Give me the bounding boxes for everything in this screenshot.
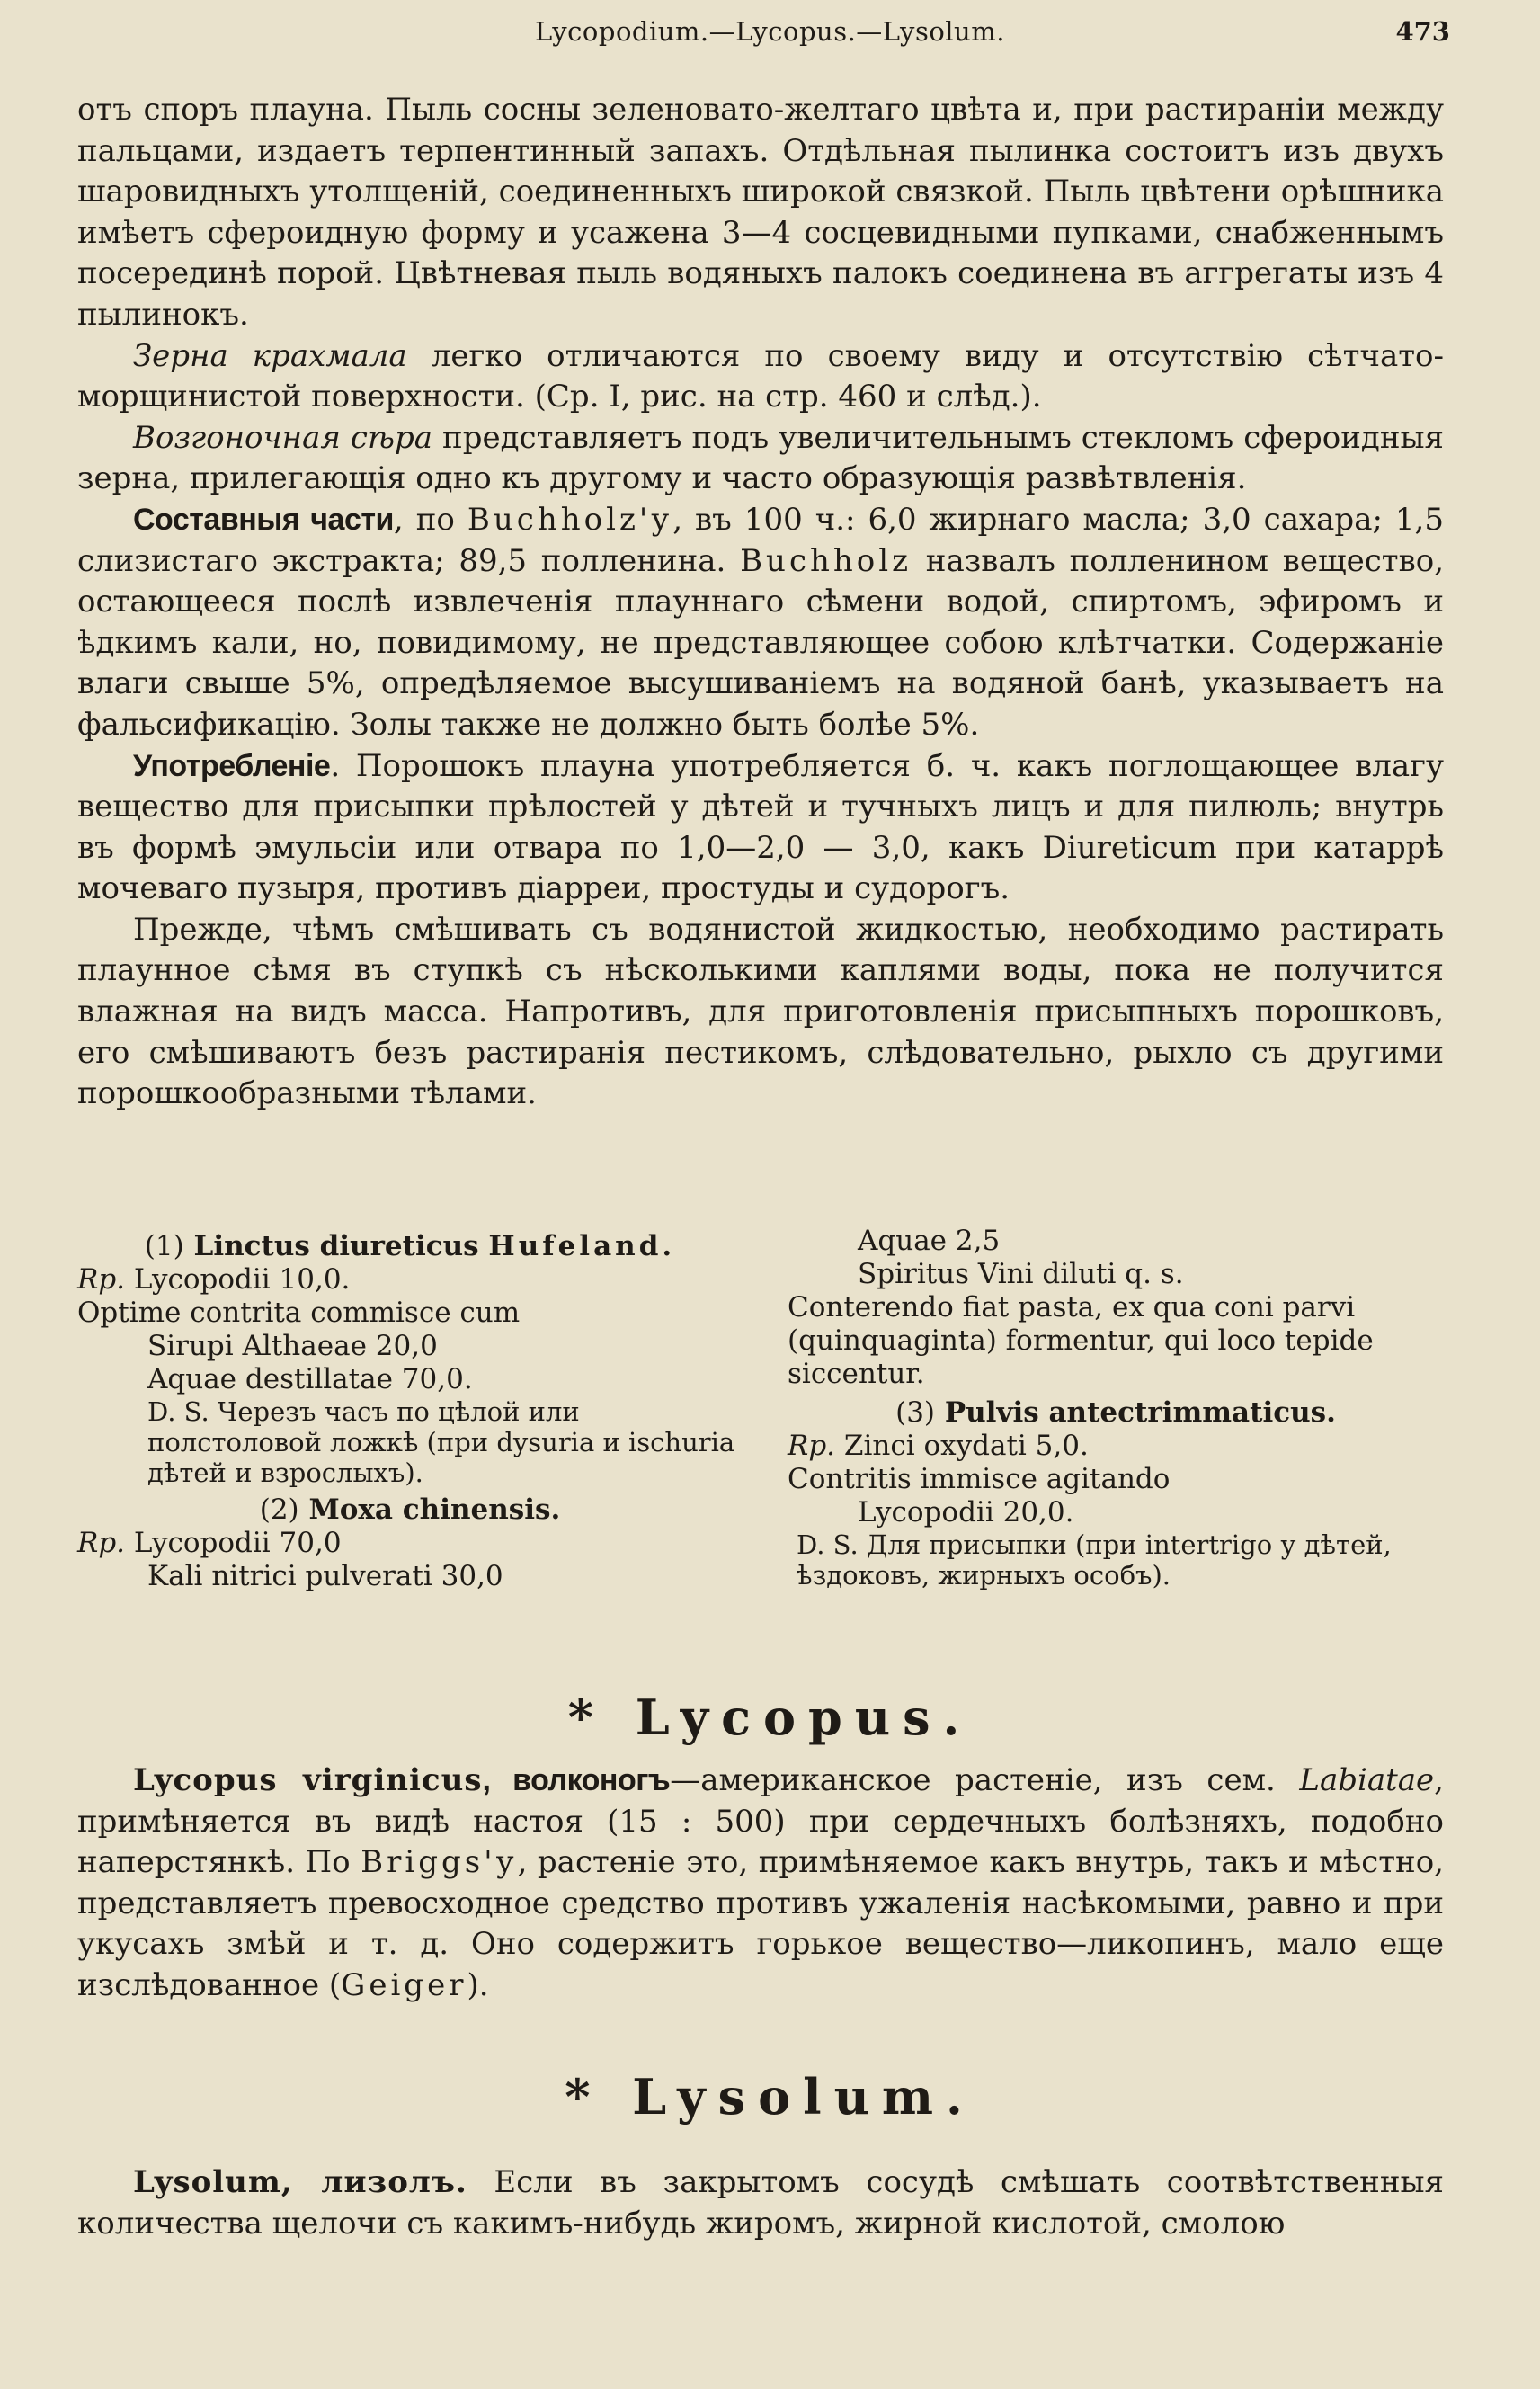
lysolum-text: Если въ закрытомъ сосудѣ смѣшать соотвѣтственныя количества щелочи съ какимъ-нибудь жиромъ, жирной кислотой, смолою	[77, 2164, 1445, 2242]
recipe-2-name: Moxa chinensis.	[308, 1493, 561, 1526]
label-components: Составныя части	[133, 502, 394, 537]
recipe-1-ingredient-1: Lycopodii 10,0.	[133, 1263, 351, 1296]
section-heading-lysolum: * Lysolum.	[565, 2068, 975, 2126]
paragraph-pollen: отъ споръ плауна. Пыль сосны зеленовато-желтаго цвѣта и, при растираніи между пальцами, издаетъ терпентинный запахъ. Отдѣльная пылинка состоитъ изъ двухъ шаровидныхъ утолщеній, соединенныхъ широкой связкой. Пыль цвѣтени орѣшника имѣетъ сфероидную форму и усажена 3—4 сосцевидными пупками, снабженнымъ посерединѣ порой. Цвѣтневая пыль водяныхъ палокъ соединена въ аггрегаты изъ 4 пылинокъ.	[77, 92, 1444, 333]
term-starch: Зерна крахмала	[133, 337, 407, 374]
recipe-1-number: (1)	[144, 1230, 184, 1262]
recipes-right-column	[788, 1225, 1444, 1591]
paragraph-components	[77, 500, 1444, 746]
components-text-1: , по	[393, 501, 467, 538]
author-geiger: Geiger	[341, 1966, 467, 2003]
recipe-2-instruction: Conterendo fiat pasta, ex qua coni parvi (quinquaginta) formentur, qui loco tepide siccentur.	[788, 1291, 1374, 1390]
paragraph-starch-text: легко отличаются по своему виду и отсутствію сѣтчато-морщинистой поверхности. (Ср. I, рис. на стр. 460 и слѣд.).	[77, 337, 1445, 415]
running-head	[0, 9, 1540, 54]
recipe-1-line-3: Sirupi Althaeae 20,0	[147, 1330, 438, 1362]
recipe-1-line-4: Aquae destillatae 70,0.	[147, 1363, 473, 1395]
paragraph-preparation: Прежде, чѣмъ смѣшивать съ водянистой жидкостью, необходимо растирать плаунное сѣмя въ ступкѣ съ нѣсколькими каплями воды, пока не получится влажная на видъ масса. Напротивъ, для приготовленія присыпныхъ порошковъ, его смѣшиваютъ безъ растиранія пестикомъ, слѣдовательно, рыхло съ другими порошкообразными тѣлами.	[77, 911, 1444, 1112]
recipes-left-column	[77, 1225, 743, 1593]
section-heading-lycopus: * Lycopus.	[567, 1689, 973, 1746]
recipe-1-title	[77, 1230, 743, 1263]
recipes-block	[77, 1225, 1444, 1640]
author-briggs: Briggs'у	[361, 1844, 518, 1881]
recipe-3-line-3: Lycopodii 20,0.	[858, 1496, 1074, 1529]
paragraph-lysolum	[77, 2162, 1444, 2244]
recipe-1-line-2: Optime contrita commisce cum	[77, 1297, 521, 1329]
lycopus-text-1: —американское растеніе, изъ сем.	[670, 1762, 1300, 1798]
lycopodium-continuation	[77, 90, 1444, 1115]
section-lycopus	[77, 1761, 1444, 2007]
recipe-3-name: Pulvis antectrimmaticus.	[944, 1396, 1336, 1429]
paragraph-sulfur	[77, 418, 1444, 500]
recipe-1-name: Linctus diureticus	[193, 1230, 479, 1262]
recipe-3-number: (3)	[895, 1396, 936, 1429]
recipe-3-signature: D. S. Для присыпки (при intertrigo у дѣтей, ѣздоковъ, жирныхъ особъ).	[797, 1529, 1392, 1591]
term-sulfur: Возгоночная сѣра	[133, 419, 432, 456]
recipe-2-line-1	[77, 1527, 743, 1560]
running-title: Lycopodium.—Lycopus.—Lysolum.	[535, 16, 1005, 47]
recipe-3-line-2: Contritis immisce agitando	[788, 1463, 1171, 1495]
paragraph-sulfur-text: представляетъ подъ увеличительнымъ стекломъ сфероидныя зерна, прилегающія одно къ другому и часто образующія развѣтвленія.	[77, 419, 1444, 497]
page-number: 473	[1395, 16, 1450, 47]
lycopus-text-2: , примѣняется въ видѣ настоя (15 : 500) при сердечныхъ болѣзняхъ, подобно наперстянкѣ. По	[77, 1762, 1444, 1881]
paragraph-usage	[77, 746, 1444, 910]
usage-text: . Порошокъ плауна употребляется б. ч. какъ поглощающее влагу вещество для присыпки прѣлостей у дѣтей и тучныхъ лицъ и для пилюль; внутрь въ формѣ эмульсіи или отвара по 1,0—2,0 — 3,0, какъ Diureticum при катаррѣ мочеваго пузыря, противъ діарреи, простуды и судорогъ.	[77, 747, 1444, 907]
recipe-2-line-2: Kali nitrici pulverati 30,0	[147, 1560, 503, 1592]
term-lycopus: Lycopus virginicus	[133, 1762, 483, 1798]
recipe-1-line-1	[77, 1263, 743, 1297]
recipe-2-title	[77, 1493, 743, 1527]
recipe-1-author: Hufeland.	[488, 1230, 676, 1262]
paragraph-starch	[77, 336, 1444, 418]
paragraph-lycopus	[77, 1761, 1444, 2007]
recipe-2-line-3: Aquae 2,5	[858, 1225, 1001, 1257]
components-text-3: назвалъ полленином вещество, остающееся послѣ извлеченія плауннаго сѣмени водой, спиртомъ, эфиромъ и ѣдкимъ кали, но, повидимому, не представляющее собою клѣтчатки. Содержаніе влаги свыше 5%, опредѣляемое высушиваніемъ на водяной банѣ, указываетъ на фальсификацію. Золы также не должно быть болѣе 5%.	[77, 542, 1444, 743]
author-buchholz-2: Buchholz	[740, 542, 912, 579]
term-lycopus-ru: , волконогъ	[482, 1763, 671, 1797]
recipe-3-line-1	[788, 1430, 1444, 1463]
label-usage: Употребленіе	[133, 748, 331, 783]
recipe-2-line-4: Spiritus Vini diluti q. s.	[858, 1258, 1184, 1290]
recipe-2-number: (2)	[259, 1493, 299, 1526]
recipe-2-ingredient-1: Lycopodii 70,0	[133, 1527, 342, 1559]
components-text-2: , въ 100 ч.: 6,0 жирнаго масла; 3,0 сахара; 1,5 слизистаго экстракта; 89,5 полленина.	[77, 501, 1444, 579]
rp-mark: Rp.	[788, 1430, 836, 1462]
section-lysolum	[77, 2162, 1444, 2244]
lycopus-text-4: ).	[467, 1966, 489, 2003]
recipe-3-title	[788, 1396, 1444, 1430]
author-buchholz: Buchholz'у	[467, 501, 673, 538]
rp-mark: Rp.	[77, 1527, 126, 1559]
recipe-3-ingredient-1: Zinci oxydati 5,0.	[843, 1430, 1089, 1462]
family-labiatae: Labiatae	[1299, 1762, 1435, 1798]
rp-mark: Rp.	[77, 1263, 126, 1296]
lycopus-text-3: , растеніе это, примѣняемое какъ внутрь, такъ и мѣстно, представляетъ превосходное средство противъ ужаленія насѣкомыми, равно и при укусахъ змѣй и т. д. Оно содержитъ горькое вещество—ликопинъ, мало еще изслѣдованное (	[77, 1844, 1444, 2003]
term-lysolum: Lysolum, лизолъ.	[133, 2164, 467, 2200]
recipe-1-signature: D. S. Черезъ часъ по цѣлой или полстоловой ложкѣ (при dysuria и ischuria дѣтей и взрослыхъ).	[147, 1396, 735, 1488]
